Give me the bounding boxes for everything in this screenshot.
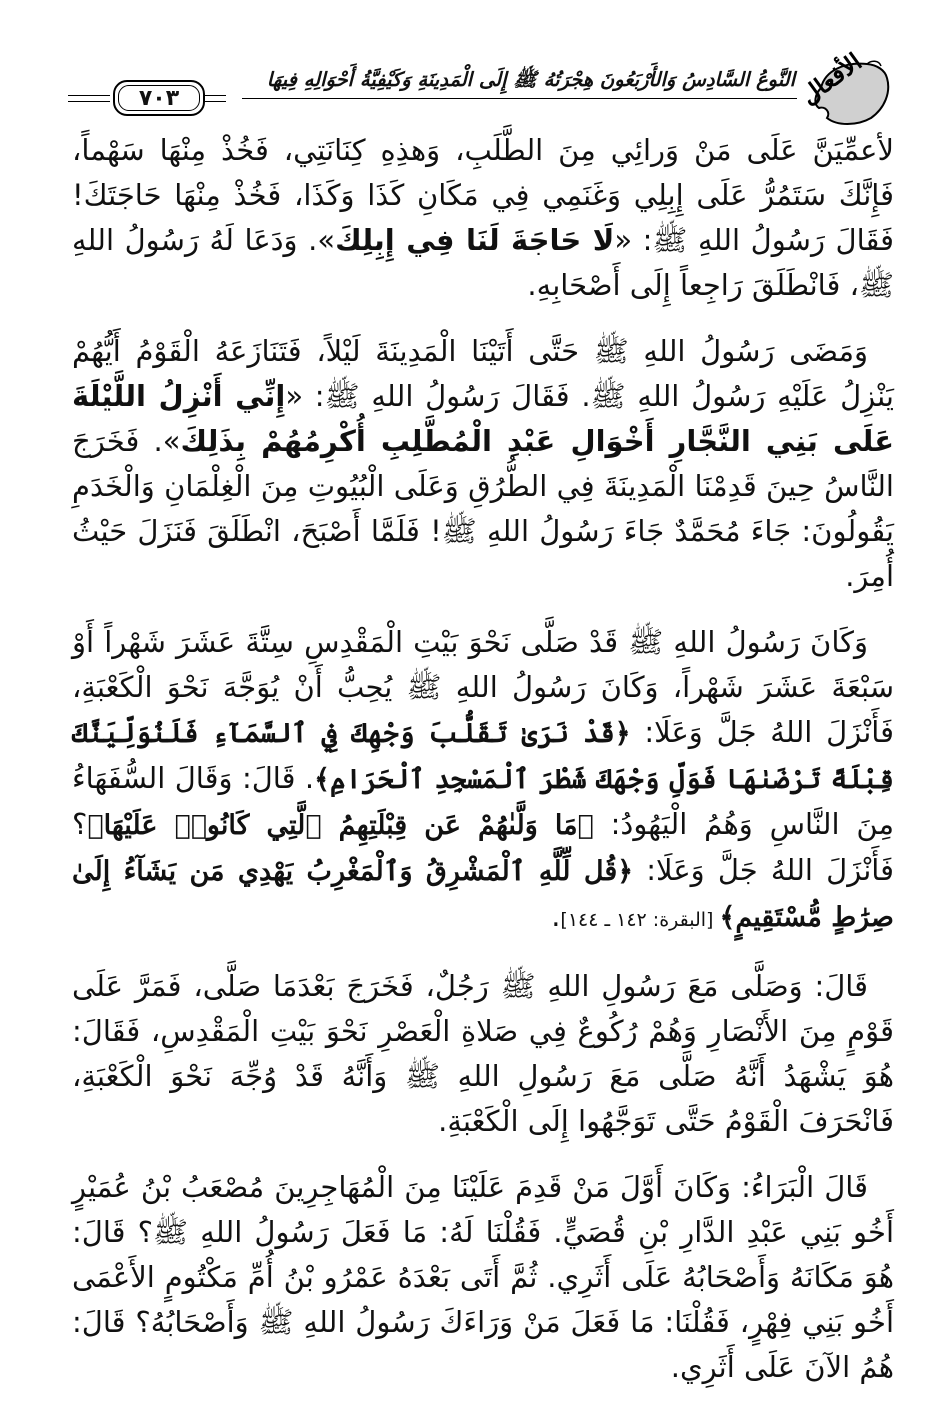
page-number-rule-right <box>204 95 226 102</box>
paragraph-3-quran-verse-1: ﴿قَدْ نَرَىٰ تَقَلُّبَ وَجْهِكَ فِي ٱلسَّمَآءِ فَلَنُوَلِّيَنَّكَ قِبْلَةً تَرْضَىٰهَا فَوَلِّ وَجْهَكَ شَطْرَ ٱلْمَسْجِدِ ٱلْحَرَامِ﴾ <box>72 718 894 795</box>
section-tag: الأفعال <box>794 46 868 111</box>
paragraph-5 <box>72 1165 894 1390</box>
paragraph-3-quran-verse-2: ﴿مَا وَلَّىٰهُمْ عَن قِبْلَتِهِمُ ٱلَّتِي كَانُوا۟ عَلَيْهَا﴾ <box>87 810 594 841</box>
paragraph-3-quran-verse-3: ﴿قُل لِّلَّهِ ٱلْمَشْرِقُ وَٱلْمَغْرِبُ يَهْدِي مَن يَشَآءُ إِلَىٰ صِرَٰطٍ مُّسْتَقِيمٍ﴾ <box>72 856 894 933</box>
paragraph-4 <box>72 964 894 1144</box>
paragraph-2-hadith-quote: إِنِّي أَنْزِلُ اللَّيْلَةَ عَلَى بَنِي النَّجَّارِ أَخْوَالِ عَبْدِ الْمُطَّلِبِ أُكْرِمُهُمْ بِذَلِكَ <box>72 379 895 458</box>
page-number: ٧٠٣ <box>138 85 180 111</box>
page-number-rule-left <box>68 95 110 102</box>
paragraph-3-text-2: . قَالَ: وَقَالَ السُّفَهَاءُ مِنَ النَّاسِ وَهُمُ الْيَهُودُ: <box>72 761 895 841</box>
paragraph-3-text-1: وَكَانَ رَسُولُ اللهِ ﷺ قَدْ صَلَّى نَحْوَ بَيْتِ الْمَقْدِسِ سِتَّةَ عَشَرَ شَهْراً أَوْ سَبْعَةَ عَشَرَ شَهْراً، وَكَانَ رَسُولُ اللهِ ﷺ يُحِبُّ أَنْ يُوَجَّهَ نَحْوَ الْكَعْبَةِ، فَأَنْزَلَ اللهُ جَلَّ وَعَلَا: <box>72 625 895 749</box>
paragraph-2 <box>72 329 894 599</box>
page-number-box <box>113 80 205 116</box>
paragraph-5-text-1: قَالَ الْبَرَاءُ: وَكَانَ أَوَّلَ مَنْ قَدِمَ عَلَيْنَا مِنَ الْمُهَاجِرِينَ مُصْعَبُ بْنُ عُمَيْرٍ أَخُو بَنِي عَبْدِ الدَّارِ بْنِ قُصَيٍّ. فَقُلْنَا لَهُ: مَا فَعَلَ رَسُولُ اللهِ ﷺ؟ قَالَ: هُوَ مَكَانَهُ وَأَصْحَابُهُ عَلَى أَثَرِي. ثُمَّ أَتَى بَعْدَهُ عَمْرُو بْنُ أُمِّ مَكْتُومٍ الأَعْمَى أَخُو بَنِي فِهْرٍ، فَقُلْنَا: مَا فَعَلَ مَنْ وَرَاءَكَ رَسُولُ اللهِ ﷺ وَأَصْحَابُهُ؟ قَالَ: هُمُ الآنَ عَلَى أَثَرِي. <box>72 1170 894 1384</box>
paragraph-3-text-4: . <box>551 899 561 933</box>
page-header <box>0 0 945 130</box>
header-rule <box>242 98 797 99</box>
paragraph-3-verse-reference: [البقرة: ١٤٢ ـ ١٤٤] <box>560 909 720 931</box>
paragraph-1-text-1: لأعمِّيَنَّ عَلَى مَنْ وَرائِي مِنَ الطَّلَبِ، وَهذِهِ كِنَانَتِي، فَخُذْ مِنْهَا سَهْماً، فَإِنَّكَ سَتَمُرُّ عَلَى إِبِلِي وَغَنَمِي فِي مَكَانِ كَذَا وَكَذَا، فَخُذْ مِنْهَا حَاجَتَكَ! فَقَالَ رَسُولُ اللهِ ﷺ: « <box>72 133 894 257</box>
running-title: النَّوعُ السَّادِسُ وَالأَرْبَعُونَ هِجْرَتُهُ ﷺ إِلَى الْمَدِينَةِ وَكَيْفِيَّةُ أَحْوَالِهِ فِيهَا <box>266 68 795 91</box>
paragraph-1-text-2: ». وَدَعَا لَهُ رَسُولُ اللهِ ﷺ، فَانْطَلَقَ رَاجِعاً إِلَى أَصْحَابِهِ. <box>72 223 894 302</box>
paragraph-1 <box>72 128 894 308</box>
paragraph-2-text-1: وَمَضَى رَسُولُ اللهِ ﷺ حَتَّى أَتَيْنَا الْمَدِينَةَ لَيْلاً، فَتَنَازَعَهُ الْقَوْمُ أَيُّهُمْ يَنْزِلُ عَلَيْهِ رَسُولُ اللهِ ﷺ. فَقَالَ رَسُولُ اللهِ ﷺ: « <box>72 334 894 413</box>
paragraph-2-text-2: ». فَخَرَجَ النَّاسُ حِينَ قَدِمْنَا الْمَدِينَةَ فِي الطُّرُقِ وَعَلَى الْبُيُوتِ مِنَ الْغِلْمَانِ وَالْخَدَمِ يَقُولُونَ: جَاءَ مُحَمَّدٌ جَاءَ رَسُولُ اللهِ ﷺ! فَلَمَّا أَصْبَحَ، انْطَلَقَ فَنَزَلَ حَيْثُ أُمِرَ. <box>72 424 894 593</box>
paragraph-1-hadith-quote: لَا حَاجَةَ لَنَا فِي إِبِلِكَ <box>335 223 615 257</box>
paragraph-3 <box>72 620 894 943</box>
page-body <box>72 128 894 1411</box>
paragraph-4-text-1: قَالَ: وَصَلَّى مَعَ رَسُولِ اللهِ ﷺ رَجُلٌ، فَخَرَجَ بَعْدَمَا صَلَّى، فَمَرَّ عَلَى قَوْمٍ مِنَ الأَنْصَارِ وَهُمْ رُكُوعٌ فِي صَلاةِ الْعَصْرِ نَحْوَ بَيْتِ الْمَقْدِسِ، فَقَالَ: هُوَ يَشْهَدُ أَنَّهُ صَلَّى مَعَ رَسُولِ اللهِ ﷺ وَأَنَّهُ قَدْ وُجِّهَ نَحْوَ الْكَعْبَةِ، فَانْحَرَفَ الْقَوْمُ حَتَّى تَوَجَّهُوا إِلَى الْكَعْبَةِ. <box>72 969 894 1138</box>
paragraph-3-text-3: ؟ فَأَنْزَلَ اللهُ جَلَّ وَعَلَا: <box>72 807 894 887</box>
